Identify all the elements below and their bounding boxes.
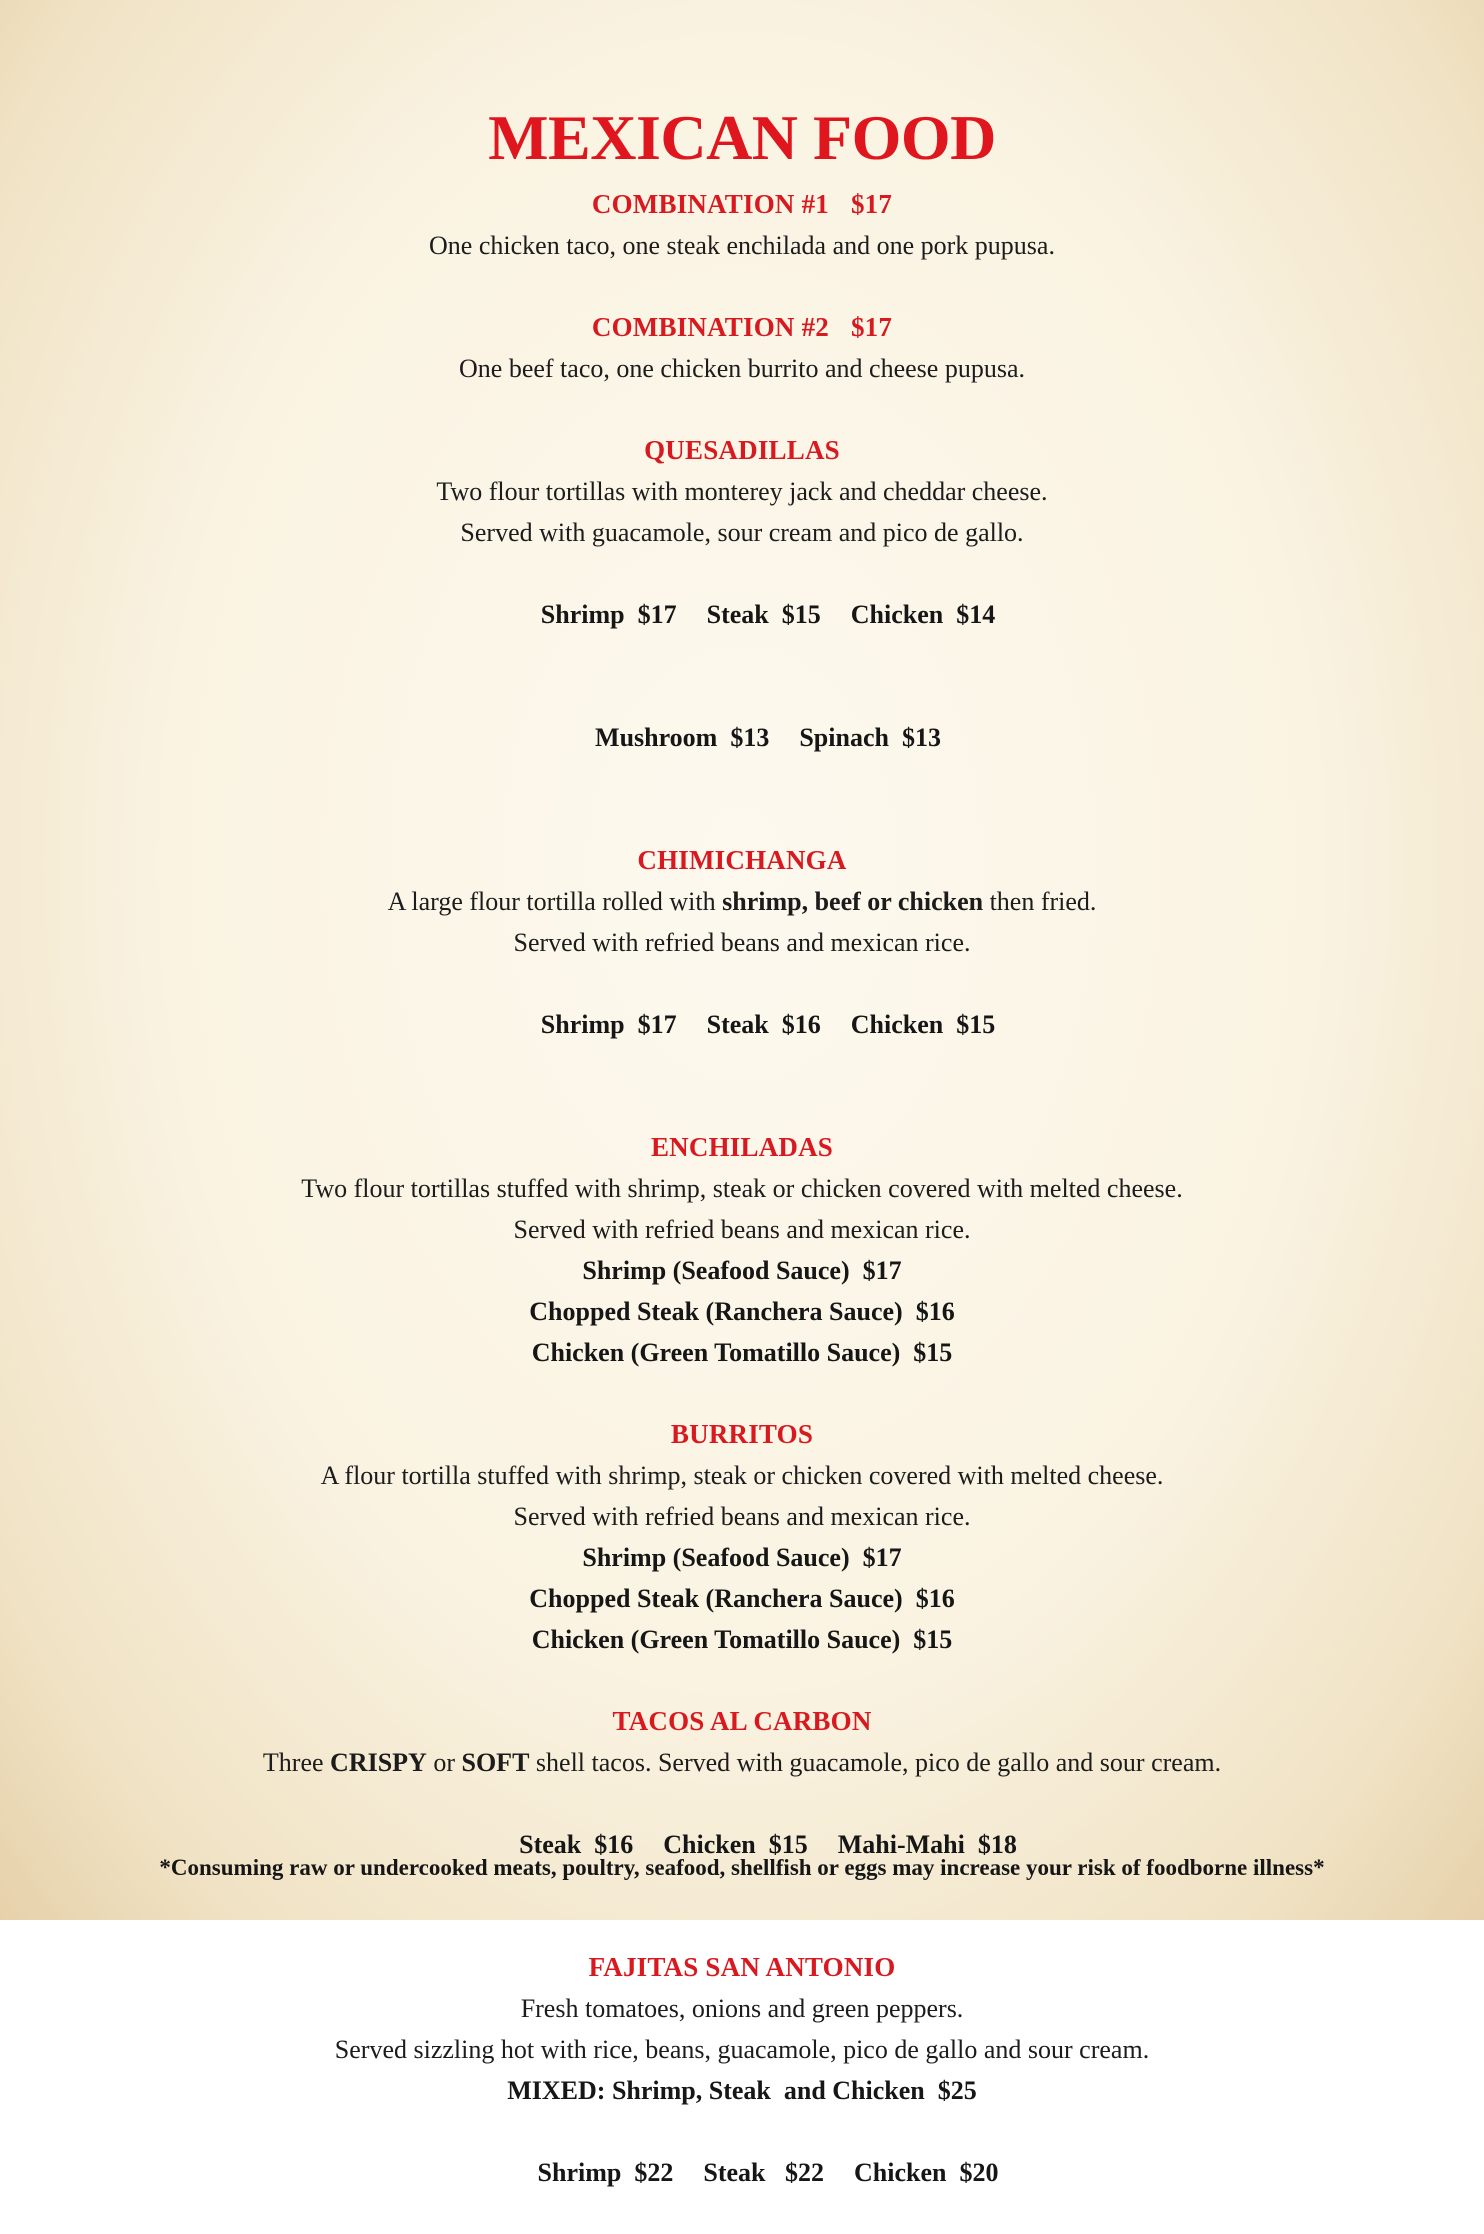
price-item: Chicken (Green Tomatillo Sauce) $15 bbox=[531, 1625, 953, 1654]
price-options bbox=[0, 553, 1484, 676]
text-run: shell tacos. Served with guacamole, pico de gallo and sour cream. bbox=[529, 1748, 1222, 1777]
price-item: Chicken (Green Tomatillo Sauce) $15 bbox=[531, 1338, 953, 1367]
section-heading: CHIMICHANGA bbox=[637, 845, 847, 875]
section-heading: TACOS AL CARBON bbox=[612, 1706, 872, 1736]
price-item: MIXED: Shrimp, Steak and Chicken $25 bbox=[507, 2076, 977, 2105]
section-heading: FAJITAS SAN ANTONIO bbox=[588, 1952, 896, 1982]
price-option: Shrimp $17 bbox=[540, 1010, 677, 1039]
price-option: Steak $15 bbox=[706, 600, 821, 629]
heading-text: COMBINATION #2 bbox=[591, 312, 829, 342]
heading-price: $17 bbox=[850, 312, 893, 342]
price-option: Chicken $20 bbox=[853, 2158, 999, 2187]
text-run: A large flour tortilla rolled with bbox=[387, 887, 723, 916]
section-fajitas-san-antonio bbox=[0, 1947, 1484, 2234]
section-heading bbox=[0, 307, 1484, 348]
menu-content bbox=[0, 184, 1484, 2234]
heading-text: COMBINATION #1 bbox=[591, 189, 829, 219]
price-item: Chopped Steak (Ranchera Sauce) $16 bbox=[529, 1297, 955, 1326]
text-run: Three bbox=[262, 1748, 331, 1777]
price-item: Shrimp (Seafood Sauce) $17 bbox=[582, 1256, 902, 1285]
description-line: Two flour tortillas stuffed with shrimp, steak or chicken covered with melted cheese. bbox=[301, 1174, 1183, 1203]
description-line: Two flour tortillas with monterey jack and cheddar cheese. bbox=[436, 477, 1048, 506]
section-chimichanga bbox=[0, 840, 1484, 1086]
price-option: Shrimp $17 bbox=[540, 600, 677, 629]
description-line: Served with refried beans and mexican rice. bbox=[513, 1502, 971, 1531]
price-option: Steak $22 bbox=[703, 2158, 824, 2187]
text-run: or bbox=[426, 1748, 462, 1777]
description-line: Served with refried beans and mexican rice. bbox=[513, 928, 971, 957]
bold-text-run: shrimp, beef or chicken bbox=[722, 887, 984, 916]
description-line: Served sizzling hot with rice, beans, guacamole, pico de gallo and sour cream. bbox=[334, 2035, 1150, 2064]
bold-text-run: SOFT bbox=[461, 1748, 530, 1777]
description-line: Fresh tomatoes, onions and green peppers. bbox=[520, 1994, 964, 2023]
price-option: Steak $16 bbox=[706, 1010, 821, 1039]
price-options bbox=[0, 963, 1484, 1086]
heading-price: $17 bbox=[850, 189, 893, 219]
description-line: Served with refried beans and mexican rice. bbox=[513, 1215, 971, 1244]
description-line: One chicken taco, one steak enchilada and one pork pupusa. bbox=[429, 231, 1055, 260]
price-item: Shrimp (Seafood Sauce) $17 bbox=[582, 1543, 902, 1572]
section-burritos bbox=[0, 1414, 1484, 1660]
bold-text-run: CRISPY bbox=[330, 1748, 427, 1777]
section-heading: QUESADILLAS bbox=[644, 435, 840, 465]
description-line bbox=[0, 1742, 1484, 1783]
page-title: MEXICAN FOOD bbox=[488, 102, 996, 173]
price-option: Mahi-Mahi $18 bbox=[837, 1830, 1017, 1859]
section-enchiladas bbox=[0, 1127, 1484, 1373]
section-heading: ENCHILADAS bbox=[650, 1132, 834, 1162]
description-line: One beef taco, one chicken burrito and cheese pupusa. bbox=[459, 354, 1025, 383]
price-options bbox=[0, 676, 1484, 799]
price-option: Chicken $15 bbox=[663, 1830, 808, 1859]
price-item: Chopped Steak (Ranchera Sauce) $16 bbox=[529, 1584, 955, 1613]
price-option: Chicken $15 bbox=[850, 1010, 996, 1039]
price-option: Mushroom $13 bbox=[595, 723, 770, 752]
price-option: Spinach $13 bbox=[799, 723, 941, 752]
section-heading: BURRITOS bbox=[670, 1419, 814, 1449]
section-combination-2 bbox=[0, 307, 1484, 389]
price-options bbox=[0, 2111, 1484, 2234]
price-option: Shrimp $22 bbox=[537, 2158, 674, 2187]
food-safety-notice: *Consuming raw or undercooked meats, poultry, seafood, shellfish or eggs may increase your risk of foodborne illness* bbox=[159, 1855, 1325, 1880]
section-quesadillas bbox=[0, 430, 1484, 799]
section-combination-1 bbox=[0, 184, 1484, 266]
description-line: Served with guacamole, sour cream and pico de gallo. bbox=[460, 518, 1024, 547]
description-line: A flour tortilla stuffed with shrimp, steak or chicken covered with melted cheese. bbox=[320, 1461, 1164, 1490]
price-option: Chicken $14 bbox=[850, 600, 996, 629]
section-heading bbox=[0, 184, 1484, 225]
description-line bbox=[0, 881, 1484, 922]
price-options bbox=[0, 1783, 1484, 1906]
price-option: Steak $16 bbox=[519, 1830, 634, 1859]
text-run: then fried. bbox=[983, 887, 1097, 916]
